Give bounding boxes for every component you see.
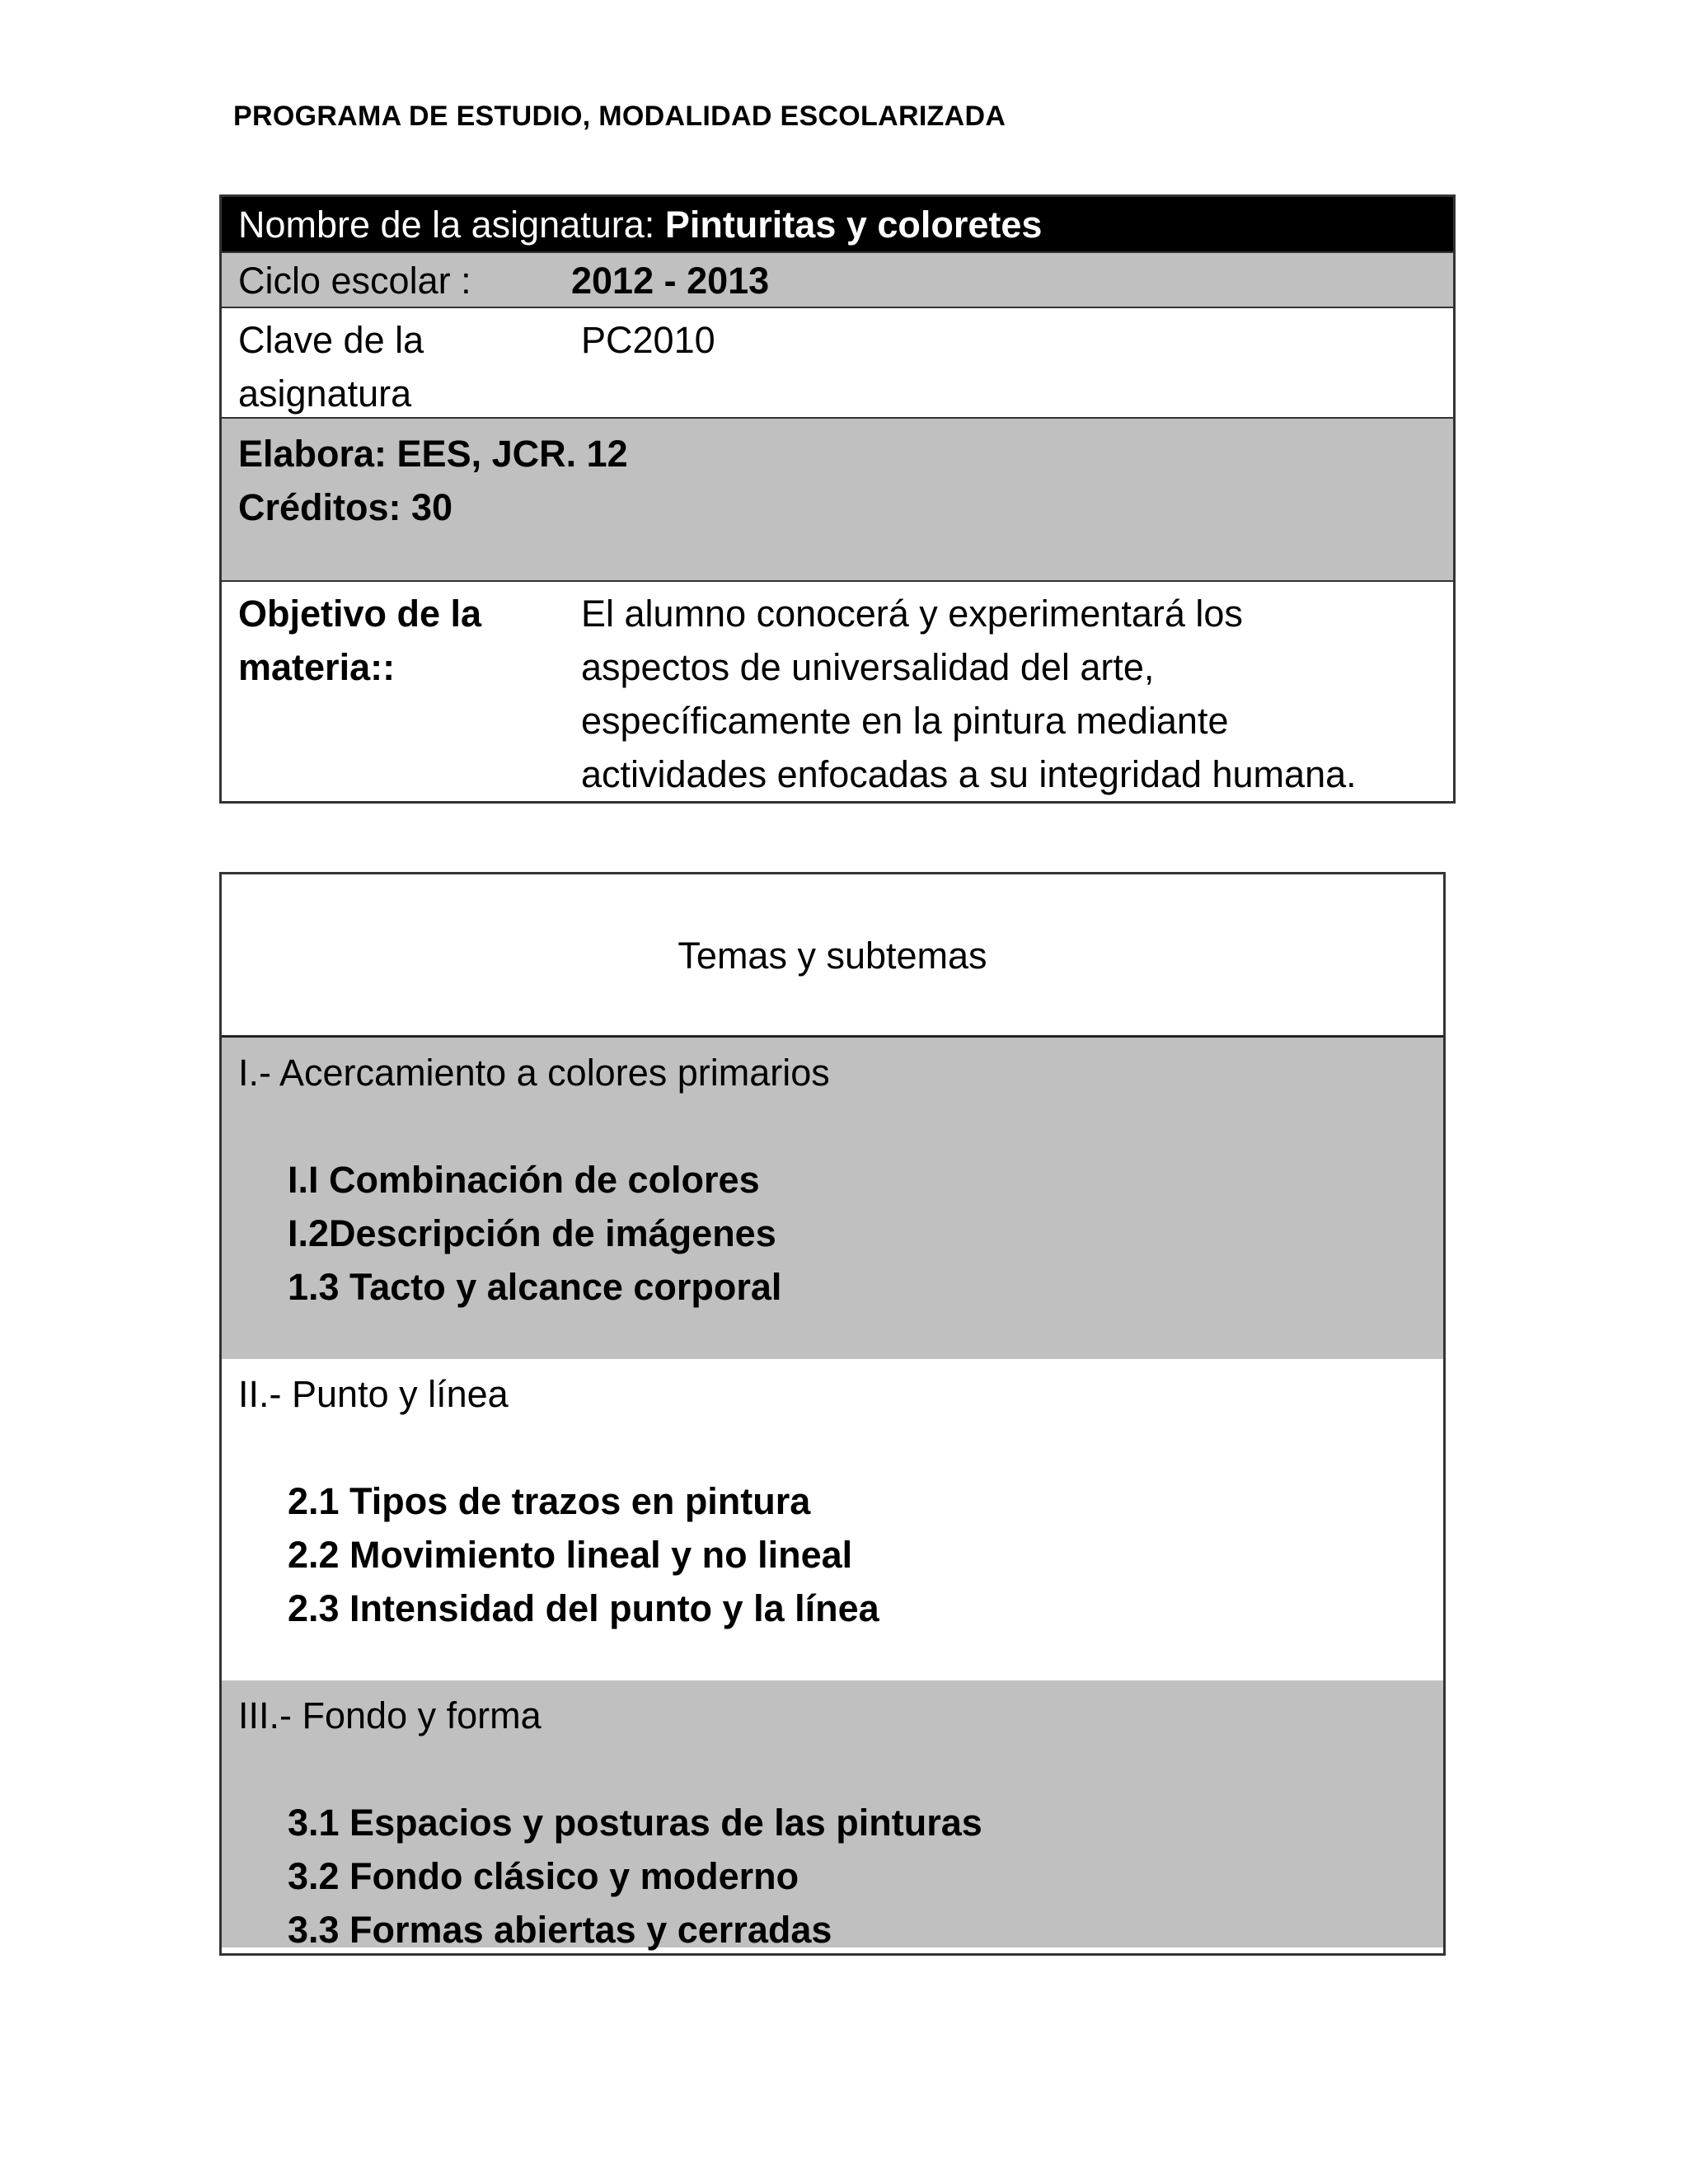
subtopic-item: 3.1 Espacios y posturas de las pinturas	[288, 1802, 982, 1844]
topic-section	[222, 1359, 1443, 1680]
subtopic-item: 2.1 Tipos de trazos en pintura	[288, 1480, 811, 1522]
school-cycle-row	[222, 253, 1453, 308]
subtopic-list	[238, 1474, 1443, 1635]
subject-name-row	[222, 197, 1453, 253]
credits-text: Créditos: 30	[238, 486, 453, 528]
subtopic-item: I.I Combinación de colores	[288, 1159, 760, 1201]
key-label-line: asignatura	[238, 373, 412, 415]
objective-row	[222, 582, 1453, 801]
objective-label	[238, 587, 551, 694]
subtopic-item: I.2Descripción de imágenes	[288, 1212, 776, 1254]
objective-label-line: materia::	[238, 646, 396, 688]
subject-key-label	[238, 313, 551, 420]
topic-section	[222, 1680, 1443, 1951]
subtopic-list	[238, 1796, 1443, 1957]
key-label-line: Clave de la	[238, 319, 424, 361]
subject-key-value: PC2010	[581, 319, 715, 361]
topic-section	[222, 1038, 1443, 1359]
topic-title: II.- Punto y línea	[238, 1373, 509, 1415]
topics-header: Temas y subtemas	[222, 874, 1443, 1038]
subtopic-list	[238, 1153, 1443, 1314]
subject-key-row	[222, 308, 1453, 419]
objective-line: actividades enfocadas a su integridad humana.	[581, 753, 1357, 795]
subject-info-table	[219, 194, 1456, 804]
subject-label: Nombre de la asignatura:	[238, 204, 655, 246]
objective-line: específicamente en la pintura mediante	[581, 700, 1229, 742]
objective-line: El alumno conocerá y experimentará los	[581, 593, 1243, 635]
topic-title: III.- Fondo y forma	[238, 1694, 542, 1736]
page-header: PROGRAMA DE ESTUDIO, MODALIDAD ESCOLARIZADA	[233, 101, 1006, 132]
objective-text	[581, 587, 1447, 801]
elabora-credits-row	[222, 419, 1453, 582]
objective-line: aspectos de universalidad del arte,	[581, 646, 1155, 688]
subject-name: Pinturitas y coloretes	[664, 204, 1043, 246]
subtopic-item: 1.3 Tacto y alcance corporal	[288, 1266, 782, 1308]
topics-table	[219, 872, 1446, 1956]
elabora-text: Elabora: EES, JCR. 12	[238, 433, 628, 475]
subtopic-item: 3.3 Formas abiertas y cerradas	[288, 1909, 832, 1951]
subtopic-item: 2.3 Intensidad del punto y la línea	[288, 1587, 879, 1629]
objective-label-line: Objetivo de la	[238, 593, 482, 635]
cycle-value: 2012 - 2013	[571, 260, 770, 302]
cycle-label: Ciclo escolar :	[238, 260, 471, 302]
subtopic-item: 3.2 Fondo clásico y moderno	[288, 1855, 799, 1897]
subtopic-item: 2.2 Movimiento lineal y no lineal	[288, 1534, 853, 1576]
topic-title: I.- Acercamiento a colores primarios	[238, 1052, 830, 1094]
